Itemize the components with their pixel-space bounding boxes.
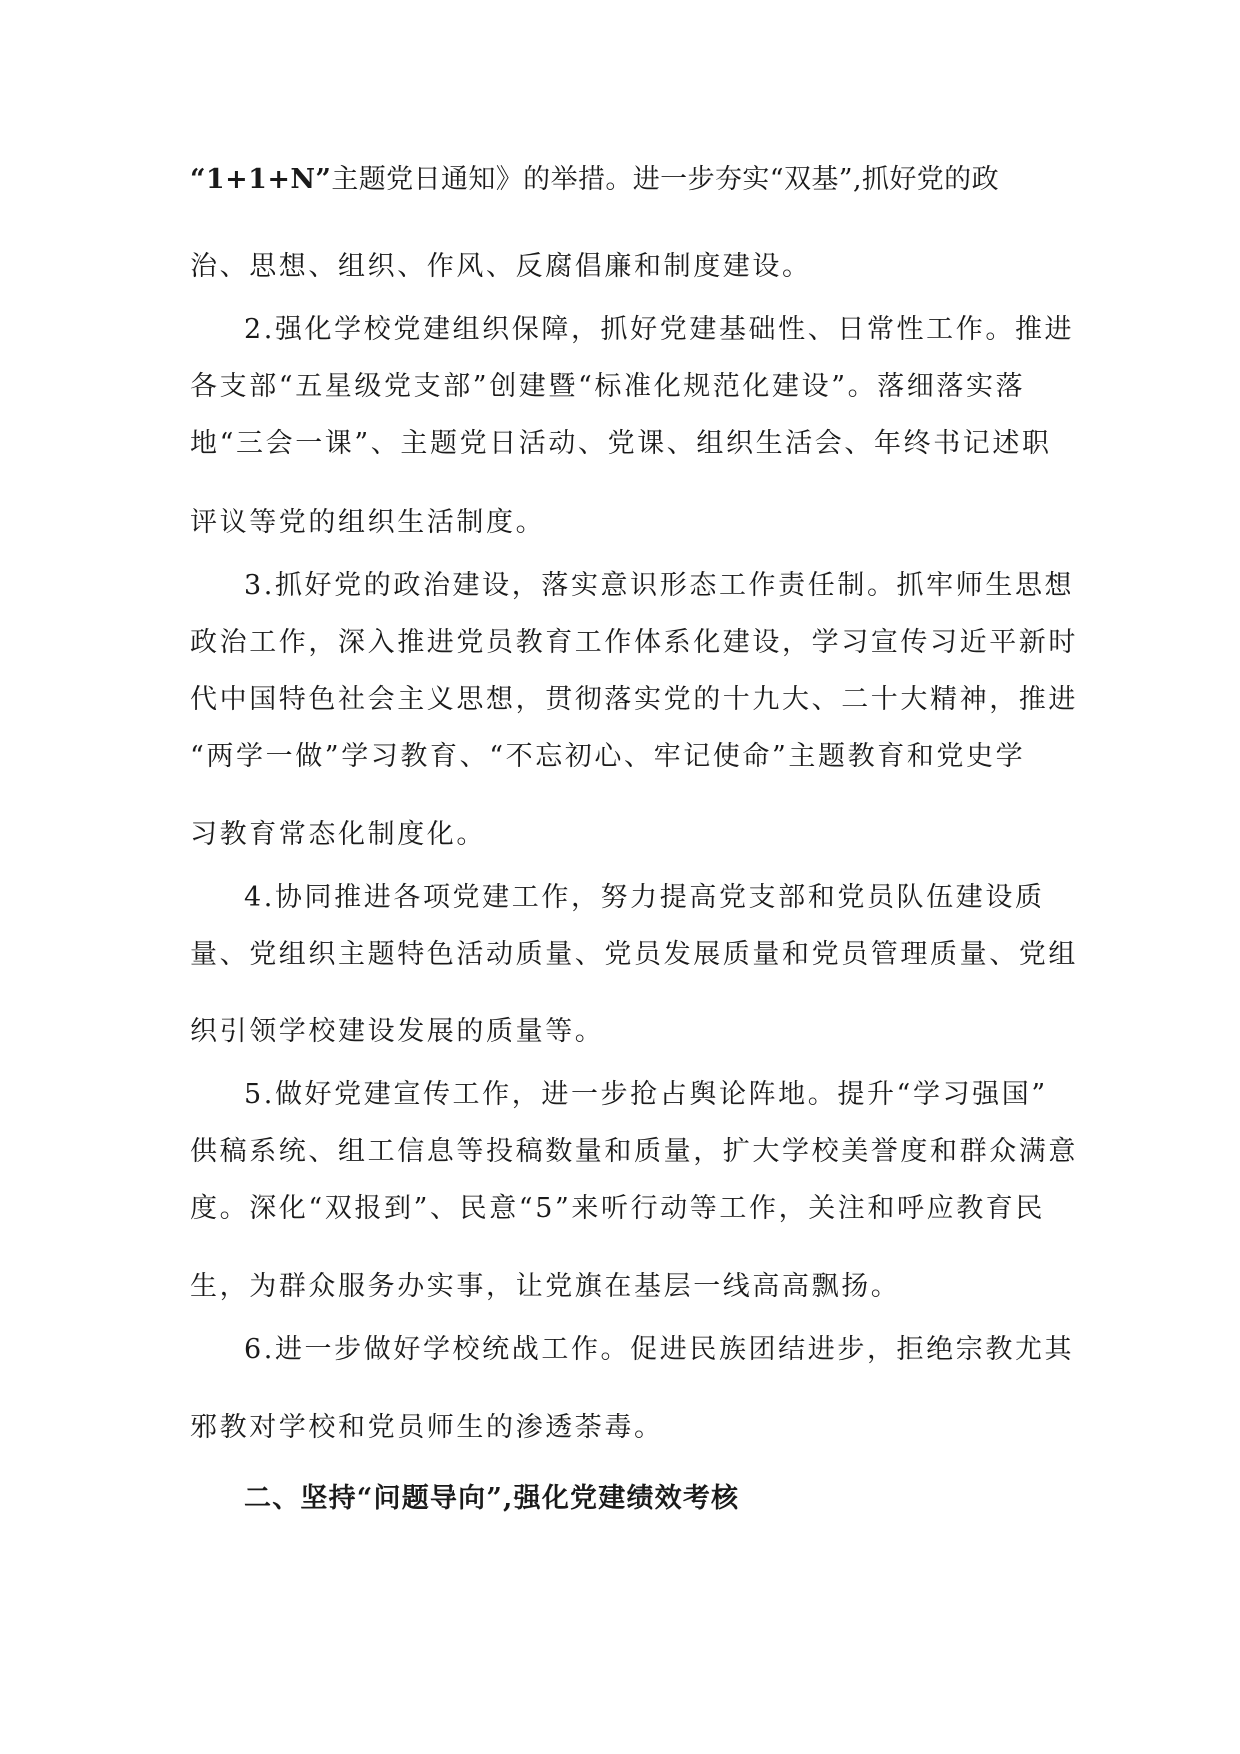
paragraph-item-6: 6.进一步做好学校统战工作。促进民族团结进步，拒绝宗教尤其	[244, 1334, 1075, 1365]
paragraph-line: 评议等党的组织生活制度。	[190, 507, 546, 538]
paragraph-item-3: 3.抓好党的政治建设，落实意识形态工作责任制。抓牢师生思想	[244, 570, 1075, 601]
paragraph-line: 政治工作，深入推进党员教育工作体系化建设，学习宣传习近平新时	[190, 627, 1078, 658]
paragraph-line: 供稿系统、组工信息等投稿数量和质量，扩大学校美誉度和群众满意	[190, 1136, 1078, 1167]
paragraph-item-2: 2.强化学校党建组织保障，抓好党建基础性、日常性工作。推进	[244, 314, 1075, 345]
paragraph-line: 度。深化“双报到”、民意“5”来听行动等工作，关注和呼应教育民	[190, 1193, 1045, 1224]
paragraph-line: 地“三会一课”、主题党日活动、党课、组织生活会、年终书记述职	[190, 428, 1052, 459]
paragraph-line: 量、党组织主题特色活动质量、党员发展质量和党员管理质量、党组	[190, 939, 1078, 970]
paragraph-line: 各支部“五星级党支部”创建暨“标准化规范化建设”。落细落实落	[190, 371, 1026, 402]
bold-quote: “1+1+N”	[190, 164, 332, 195]
paragraph-line: 邪教对学校和党员师生的渗透荼毒。	[190, 1412, 664, 1443]
section-heading: 二、坚持“问题导向”,强化党建绩效考核	[244, 1483, 740, 1514]
paragraph-line: 生，为群众服务办实事，让党旗在基层一线高高飘扬。	[190, 1271, 901, 1302]
paragraph-line	[190, 160, 1050, 200]
paragraph-line: 习教育常态化制度化。	[190, 819, 486, 850]
paragraph-line: 治、思想、组织、作风、反腐倡廉和制度建设。	[190, 251, 812, 282]
paragraph-item-5: 5.做好党建宣传工作，进一步抢占舆论阵地。提升“学习强国”	[244, 1079, 1048, 1110]
paragraph-line: 代中国特色社会主义思想，贯彻落实党的十九大、二十大精神，推进	[190, 684, 1078, 715]
paragraph-line: 织引领学校建设发展的质量等。	[190, 1016, 605, 1047]
paragraph-item-4: 4.协同推进各项党建工作，努力提高党支部和党员队伍建设质	[244, 882, 1045, 913]
paragraph-line: “两学一做”学习教育、“不忘初心、牢记使命”主题教育和党史学	[190, 741, 1026, 772]
line-text: 主题党日通知》的举措。进一步夯实“双基”,抓好党的政	[331, 164, 999, 195]
